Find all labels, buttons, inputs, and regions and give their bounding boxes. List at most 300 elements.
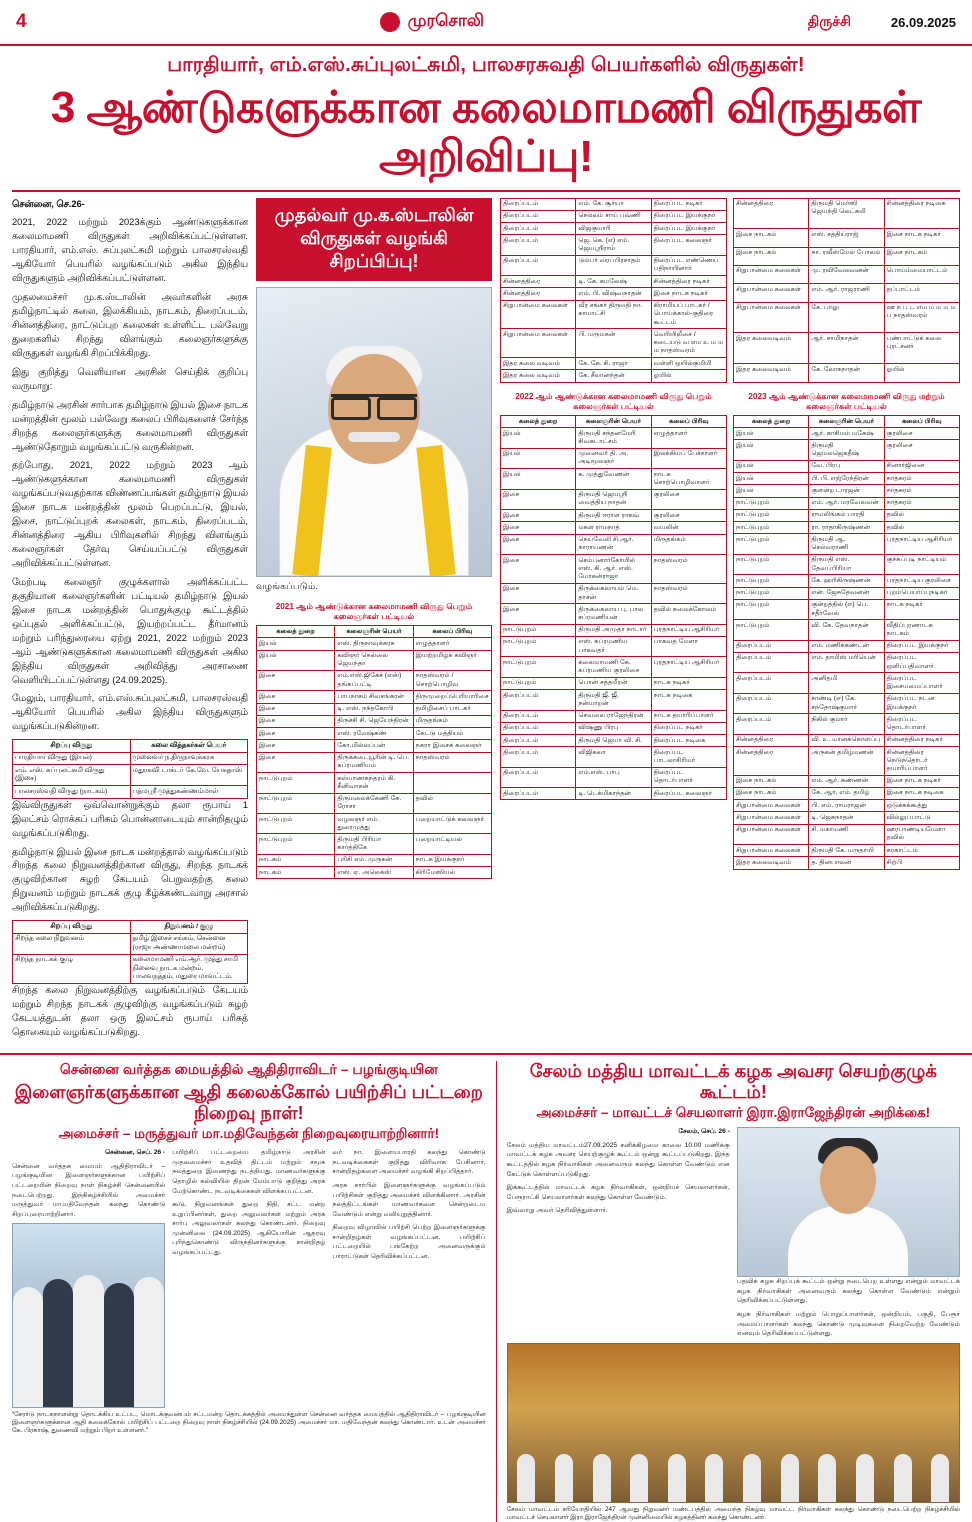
table-cell: சிற்பி	[884, 857, 959, 869]
table-row	[734, 857, 960, 869]
table-row	[734, 734, 960, 746]
table-cell: திருமதி ஜெயஸ்ரீ வைத்திய நாதன்	[576, 489, 651, 509]
table-cell: தமிழிசைப் பாடகர்	[413, 703, 491, 715]
table-cell: நாட்டுபுறம்	[501, 636, 576, 656]
br-dateline: சேலம், செப். 26 -	[678, 1128, 730, 1136]
table-row	[501, 510, 727, 522]
table-cell: ஆர். சாமிநாதன்	[809, 333, 884, 364]
story-paragraph: இது குறித்து வெளியான அரசின் செய்திக் குறிப்பு வருமாறு:	[12, 366, 248, 391]
table-cell: கே. ஹரிகிருஷ்ணன்	[809, 575, 884, 587]
table-cell: விஜகுமாரி	[576, 223, 651, 235]
table-cell: திரைப்படம்	[501, 767, 576, 787]
table-cell: திருச்சி சி. ஜெயேந்திரன்	[335, 715, 413, 727]
table-row	[13, 933, 248, 954]
table-cell: பாபநாசம் சிவசங்கரன்	[335, 691, 413, 703]
lead-headline: 3 ஆண்டுகளுக்கான கலைமாமணி விருதுகள் அறிவிப்பு!	[50, 83, 922, 182]
table-cell: நாடக இயக்குநர்	[413, 854, 491, 866]
table-cell: பி. மருமகன்	[576, 329, 651, 358]
publication-date: 26.09.2025	[890, 14, 956, 30]
table-cell: திரைப்படம்	[501, 735, 576, 747]
table-row	[734, 599, 960, 619]
table-cell: சிறந்த நாடகக் குழு	[13, 954, 131, 983]
table-cell: திரைப்படம்	[501, 198, 576, 210]
table-cell: திரைப்படம்	[734, 714, 809, 734]
table-row	[501, 469, 727, 489]
table-row	[501, 604, 727, 624]
col-header: கலைப் பிரிவு	[413, 626, 491, 638]
table-row	[501, 624, 727, 636]
table-row	[501, 788, 727, 800]
table-row	[257, 650, 492, 670]
br-paragraph: இவ்வாறு அவர் தெரிவித்துள்ளார்.	[506, 1207, 608, 1215]
table-cell: புரதநாட்டிய ஆசிரியர்	[651, 624, 726, 636]
table-cell: புரதநாட்டிய குரலிசை	[884, 575, 959, 587]
table-cell: செம்பனார்கோயில் எஸ். கி. ஆர். எஸ். மோகன்ராஜா	[576, 555, 651, 584]
table-cell: இசை	[257, 703, 335, 715]
table-cell: ஓயில்	[651, 370, 726, 382]
table-row	[734, 522, 960, 534]
table-cell: நாட்டுபுறம்	[257, 773, 335, 793]
table-row	[734, 198, 960, 229]
table-cell: நாட்டுபுறம்	[501, 624, 576, 636]
bl-sidecol: நிறைவு விழாவில் பயிற்சி பெற்ற இளைஞர்களுக்கு சான்றிதழ்கள் வழங்கப்பட்டன. பயிற்சிப் பட்டறையில் பங்கேற்ற அனைவருக்கும் பாராட்டுகள் தெரிவிக்கப்பட்டன.	[332, 1224, 486, 1260]
photo-caption: வழங்கப்படும்.	[256, 580, 318, 591]
table-row	[734, 673, 960, 693]
table-cell: சின்னத்திரை நடிகர்	[651, 276, 726, 288]
table-cell: சிறுபான்மை கலைகள்	[734, 302, 809, 333]
table-cell: சிறுபான்மை கலைகள்	[734, 845, 809, 857]
table-cell: சிறுபான்மை கலைகள்	[734, 284, 809, 302]
table-cell: கல்யாணசுந்தரம் கி. சீனிவாசன்	[335, 773, 413, 793]
table-cell: விஷ்ணு பிரபு	[576, 722, 651, 734]
table-cell: த. தினபாலன்	[809, 857, 884, 869]
table-cell: இதர கலை வடிவம்	[501, 370, 576, 382]
table-cell: திரைப்பட தொடர்பாளர்	[651, 767, 726, 787]
table-row	[734, 575, 960, 587]
table-row	[501, 255, 727, 275]
table-cell: இயல்	[501, 428, 576, 448]
table-cell: நாதசுரம்	[884, 473, 959, 485]
table-row	[734, 693, 960, 713]
table-cell: ஊரபாண்டியமேளா தவில்	[884, 824, 959, 844]
table-cell: நாட்டுபுறம்	[734, 534, 809, 554]
br-paragraph: இக்கூட்டத்தில் மாவட்டக் கழக நிர்வாகிகள், ஒன்றியச் செயலாளர்கள், பேரூராட்சி செயலாளர்கள் கலந்து கொள்ள வேண்டும்.	[506, 1184, 730, 1201]
table-cell: நாட்டுபுறம்	[734, 620, 809, 640]
table-row	[734, 333, 960, 364]
table-row	[257, 740, 492, 752]
table-cell: திருமதி ஜெயா வி. சி.	[576, 735, 651, 747]
table-row	[257, 670, 492, 690]
table-row	[501, 210, 727, 222]
table-cell: நாட்டுபுறம்	[734, 522, 809, 534]
table-cell: திரைப்பட இயக்குநர்	[651, 223, 726, 235]
table-cell: தவில்	[884, 509, 959, 521]
table-cell: வில்லுப்பாட்டு	[884, 812, 959, 824]
table-cell: திரைப்பட நடிகர்	[651, 198, 726, 210]
lead-kicker: பாரதியார், எம்.எஸ்.சுப்புலட்சுமி, பாலசரசுவதி பெயர்களில் விருதுகள்!	[167, 54, 805, 76]
table-cell: இசை	[257, 715, 335, 727]
table-cell: இசை நாடகம்	[734, 775, 809, 787]
table-cell: திரைப்பட கலைஞர்	[651, 788, 726, 800]
table-cell: எம். ஆர். ராஜராணி	[809, 284, 884, 302]
headline-rule	[12, 190, 960, 192]
table-row	[257, 691, 492, 703]
table-row	[257, 793, 492, 813]
table-row	[734, 554, 960, 574]
dateline: சென்னை, செ.26-	[12, 198, 85, 209]
table-cell: இசை நாடகம்	[734, 229, 809, 247]
table-cell: பாரதியார் விருது (இயல்)	[13, 752, 131, 764]
table-cell: திரைப்பட பாடலாசிரியர்	[651, 747, 726, 767]
table-cell: புரிசி எம். முருகன்	[335, 854, 413, 866]
table-cell: எழுத்தாளர்	[413, 638, 491, 650]
table-cell: நாதஸ்வரம்	[651, 555, 726, 584]
table-cell: வே. பிரபு	[809, 460, 884, 472]
table-cell: பொய்ம்மையாட்டம்	[884, 265, 959, 283]
table-row	[734, 229, 960, 247]
table-cell: அருகன் தமிழ்மணன்	[809, 747, 884, 776]
bl-paragraph: சென்னை வர்த்தக மையம் ஆதிதிராவிடர் – பழங்குடியின இளைஞர்களுக்கான பயிற்சிப் பட்டறையின் நிறைவு நாள் நிகழ்ச்சி சென்னையில் நடைபெற்றது. இந்நிகழ்ச்சியில் அமைச்சர் மருத்துவர் மா.மதிவேந்தன் கலந்து கொண்டு சிறப்புரையாற்றினார்.	[12, 1162, 166, 1218]
table-row	[734, 652, 960, 672]
table-cell: நாதசுரம்	[884, 497, 959, 509]
table-cell: நாட்டுபுறம்	[501, 677, 576, 689]
bl-columns	[12, 1148, 486, 1408]
table-cell: திருமதி ஜீ. ஜீ. நன்மாறன்	[576, 690, 651, 710]
table-cell: இசை நாடக நடிகர்	[651, 288, 726, 300]
table-row	[257, 773, 492, 793]
table-cell: ஆர். காசிமம் மகேஷ்	[809, 428, 884, 440]
table-cell: சாண்டி (எ) கே. சந்தோஷ்குமார்	[809, 693, 884, 713]
table-cell: திருமதி ஆ. செல்வராணி	[809, 534, 884, 554]
bl-kicker: சென்னை வர்த்தக மையத்தில் ஆதிதிராவிடர் – பழங்குடியின	[59, 1060, 438, 1077]
award-names-table	[12, 739, 248, 798]
table-row	[734, 247, 960, 265]
bottom-left-article	[12, 1061, 486, 1522]
br-columns	[507, 1127, 960, 1342]
table-cell: முனைவர் தி. அ. அடிமூலஞர்	[576, 448, 651, 468]
table-cell: சின்னத்திரை நடிகை	[884, 198, 959, 229]
col-header: கலைத் துறை	[257, 626, 335, 638]
table-row	[501, 276, 727, 288]
masthead-right	[808, 13, 956, 32]
table-cell: திரைப்படம்	[501, 690, 576, 710]
table-cell: திருமுறைப்பெரியாரிசை	[413, 691, 491, 703]
table-cell: வீர சங்கர் திருமதி நா. காமாட்சி	[576, 300, 651, 329]
murasoli-logo-icon	[380, 12, 400, 32]
tables-column	[500, 198, 960, 1045]
masthead-logo-area	[56, 11, 808, 33]
table-cell: சிறந்த கலை நிறுவனம்	[13, 933, 131, 954]
table-row	[734, 534, 960, 554]
table-cell: குரலிசை	[651, 510, 726, 522]
table-row	[734, 620, 960, 640]
table-cell: தவில்	[884, 522, 959, 534]
table-cell: சின்னத்திரை	[734, 747, 809, 776]
table-cell: திரைப்படம்	[734, 673, 809, 693]
table-cell: இயற்றமிழ்க் கவிஞர்	[413, 650, 491, 670]
edition-label: திருச்சி	[807, 12, 851, 29]
table-cell: அனிதமி	[809, 673, 884, 693]
table-cell: டி. எஸ். நந்தகோபி	[335, 703, 413, 715]
table-cell: வயலின்	[651, 522, 726, 534]
table-cell: இசை	[501, 604, 576, 624]
table-cell: மதுரகவி டாக்டர் கே.வே. யேசுதாஸ்	[130, 765, 248, 786]
br-sidecol: பதவிக் கழக சிறப்புக் கூட்டம் ஒன்று நடைபெற உள்ளது என்றும் மாவட்டக் கழக நிர்வாகிகள் அனைவரும் கலந்து கொள்ள வேண்டும் என்றும் தெரிவிக்கப்பட்டுள்ளது.	[736, 1278, 960, 1305]
table-cell: திரைப்பட எண்ணெய் பதிநாயினார்	[651, 255, 726, 275]
table-cell: சின்னத்திரை	[734, 198, 809, 229]
table-cell: பத்மஸ்ரீ முத்துகண்ணம்மாள்	[130, 786, 248, 798]
table-cell: இசை	[501, 583, 576, 603]
table-cell: எம். கே. சூர்யா	[576, 198, 651, 210]
table-cell: திரைப்பட நடன இயக்குநர்	[884, 693, 959, 713]
table-cell: எஸ். ரமேஷ்கண்	[335, 728, 413, 740]
table-cell: செல்லம் சாய் பவ்ணி	[576, 210, 651, 222]
table-cell: நாடகம்	[257, 867, 335, 879]
table-cell: வழலஞர் எம். துரைமுத்து	[335, 814, 413, 834]
table-cell: திரைப்படம்	[734, 652, 809, 672]
table-cell: பண்பாட்டுக் கலை புரட்சனர்	[884, 333, 959, 364]
table-cell: இசை	[501, 534, 576, 554]
table-cell: தவில்	[413, 793, 491, 813]
table-cell: நாட்டுபுறம்	[734, 497, 809, 509]
bottom-section	[0, 1053, 972, 1522]
table-cell: புரதநாட்டிய ஆசிரியர்	[651, 657, 726, 677]
table-cell: திருமலைக்கேணி கே. ரோசா	[335, 793, 413, 813]
table-cell: சின்னத்திரை	[734, 734, 809, 746]
table-row	[257, 814, 492, 834]
award-names-note: இவ்விருதுகள் ஒவ்வொன்றுக்கும் தலா ரூபாய் 1 இலட்சம் ரொக்கப் பரிசும் பொன்னாடையும் சான்றிதழும் வழங்கப்படுகிறது.	[12, 799, 248, 838]
table-cell: இதர கலைவடிவம்	[734, 333, 809, 364]
table-cell: கரகாட்டம்	[884, 845, 959, 857]
table-cell: நாடக நடிகை	[651, 690, 726, 710]
table-row	[734, 485, 960, 497]
table-row	[734, 747, 960, 776]
table-row	[501, 428, 727, 448]
table-row	[734, 440, 960, 460]
table-cell: எஸ். சுப்ரமணிய பாகவதர்	[576, 636, 651, 656]
table-row	[13, 954, 248, 983]
table-cell: இசை	[501, 489, 576, 509]
table-cell: இசை	[501, 555, 576, 584]
table-cell: சின்னத்திரை	[501, 276, 576, 288]
table-cell: திரைப்பட நடிகர்	[651, 722, 726, 734]
table-cell: திரைப்படம்	[501, 223, 576, 235]
table-cell: திரைப்படம்	[501, 747, 576, 767]
table-cell: இசை நாடக நடிகர்	[884, 775, 959, 787]
table-cell: எஸ். சத்திய்ராஜ்	[809, 229, 884, 247]
table-cell: இதர கலைவடிவம்	[734, 857, 809, 869]
table-cell: ராமலிங்கம் பாரதி	[809, 509, 884, 521]
br-subhead: அமைச்சர் – மாவட்டச் செயலாளர் இரா.இராஜேந்திரன் அறிக்கை!	[536, 1105, 931, 1121]
table-cell: செவலை ராஜேந்திரன்	[576, 710, 651, 722]
table-cell: திரைப்படம்	[501, 210, 576, 222]
table-2023	[733, 415, 960, 870]
table-top-left	[500, 198, 727, 383]
story-paragraph: தற்போது, 2021, 2022 மற்றும் 2023 ஆம் ஆண்டுகளுக்கான கலைமாமணி விருதுகள் வழங்கப்படுவதற்காக விண்ணப்பங்கள் தமிழ்நாடு இயல் இசை நாடக மன்றத்தின் மூலம் பெறப்பட்டு, இயல், இசை, நாட்டுப்புறக் கலைகள், நாடகம், திரைப்படம், சின்னத்திரை ஆகிய பிரிவுகளில் சிறந்து விளங்கும் கலைஞர்கள் தேர்வு செய்யப்பட்டு விருதுகள் அறிவிக்கப்பட்டுள்ளன.	[12, 460, 248, 569]
table-row	[734, 800, 960, 812]
table-cell: திரைப்படம்	[734, 693, 809, 713]
table-cell: மகள ராமநாத்	[576, 522, 651, 534]
table-cell: திருமதி எஸ். தேவப்பிரியா	[809, 554, 884, 574]
table-row	[501, 636, 727, 656]
table-cell: நா. ரவீஸ்மேல் போலம்	[809, 247, 884, 265]
table-cell: கே. ஆர். எம். தமிழ்	[809, 787, 884, 799]
table-cell: இயல்	[257, 638, 335, 650]
table-cell: திருக்கைலாயம் மெ. தாசன்	[576, 583, 651, 603]
table-row	[501, 657, 727, 677]
bl-photo	[12, 1223, 165, 1408]
table-2021	[256, 625, 492, 879]
table-2022	[500, 415, 727, 800]
table-cell: வி. கே. தேவநாதன்	[809, 620, 884, 640]
table-cell: வீதிப்புரணாடக நாடகம்	[884, 620, 959, 640]
table-row	[734, 640, 960, 652]
table-row	[734, 845, 960, 857]
table-cell: இசை நாடக நடிகர்	[884, 229, 959, 247]
table-cell: திருமதி மெர்ஸி ஜெயந்தி லெட்சுமி	[809, 198, 884, 229]
table-cell: குரலிசை	[651, 489, 726, 509]
story-paragraph: முதலமைச்சர் மு.க.ஸ்டாலின் அவர்களின் அரசு தமிழ்நாட்டில் கலை, இலக்கியம், நாடகம், திரைப்படம், சின்னத்திரை, நாட்டுப்புற கலைகள் உள்ளிட்ட பல்வேறு துறைகளில் சிறந்து விளங்கும் கலைஞர்களுக்கு விருதுகள் வழங்கி சிறப்பிக்கிறது.	[12, 292, 248, 358]
col-header: சிறப்பு விருது	[13, 740, 131, 752]
col-header: சிறப்பு விருது	[13, 921, 131, 933]
photo-column	[256, 198, 492, 1045]
table-cell: இதர கலைவடிவம்	[734, 364, 809, 382]
table-cell: குன்றத்தில் (எ) பெ. சதீர்வேல்	[809, 599, 884, 619]
col-header: கலைத் துறை	[501, 416, 576, 428]
bl-paragraph: பயிற்சிப் பட்டறையை தமிழ்நாடு அரசின் முதலமைச்சர் உதவித் திட்டம் மற்றும் சமூக நலத்துறை இணைந்து நடத்தியது. மாணவர்களுக்கு தொழில் கல்வியில் திறன் மேம்பாடு குறித்து அரசு மேற்கொண்ட நடவடிக்கைகள் விளக்கப்பட்டன.	[172, 1149, 326, 1195]
table-cell: சிறுபான்மை கலைகள்	[734, 800, 809, 812]
table-row	[257, 867, 492, 879]
table-row	[734, 265, 960, 283]
story-paragraph: தமிழ்நாடு அரசின் சார்பாக தமிழ்நாடு இயல் இசை நாடக மன்றத்தின் மூலம் பல்வேறு கலைப் பிரிவுகளைச் சேர்ந்த சிறந்த கலைஞர்களுக்கு கலைமாமணி விருதுகள் ஆண்டுதோறும் வழங்கப்பட்டு வருகின்றன.	[12, 399, 248, 452]
table-cell: திரைப்பட தொடர்பாளர்	[884, 714, 959, 734]
table-row	[734, 587, 960, 599]
table-cell: திரைப்படம்	[501, 235, 576, 255]
page-number: 4	[16, 11, 27, 32]
story-paragraph: 2021, 2022 மற்றும் 2023க்கும் ஆண்டுகளுக்கான கலைமாமணி விருதுகள் அறிவிக்கப்பட்டுள்ளன. பாரதியார், எம்.எஸ். சுப்புலட்சுமி மற்றும் பாலசரஸ்வதி ஆகியோர் பெயரில் வழங்கப்படும் அகில இந்திய விருதுகளும் அறிவிக்கப்பட்டுள்ளன.	[12, 217, 248, 284]
bl-paragraph: வர் நா. இளையபாரதி கலந்து கொண்டு நடவடிக்கைகள் குறித்து விரிவாக பேசினார். சான்றிதழ்களை அமைச்சர் வழங்கி சிறப்பித்தார்.	[332, 1149, 486, 1176]
table-cell: ஜெ. கெ. (எ) எம். ஜெயஸ்ரீராம்	[576, 235, 651, 255]
table-row	[734, 775, 960, 787]
table-cell: இயல்	[734, 428, 809, 440]
table-cell: திருக்கைலாய பு. பால சப்ரமணியன்	[576, 604, 651, 624]
table-cell: தமிழ் இசைச் சங்கம், சென்னை (ராஜா அண்ணாமலை மன்றம்)	[130, 933, 248, 954]
table-row	[257, 638, 492, 650]
main-content	[0, 198, 972, 1045]
table-cell: குச்சுப்புடி நாட்டியம்	[884, 554, 959, 574]
table-cell: பறையாட்டியல்	[413, 834, 491, 854]
table-row	[501, 690, 727, 710]
table-cell: இயல்	[734, 485, 809, 497]
table-cell: எம். ஆர். கண்ணன்	[809, 775, 884, 787]
table-2022-body	[501, 428, 727, 800]
table-2021-body	[257, 638, 492, 879]
table-cell: இசை	[501, 510, 576, 522]
cm-banner: முதல்வர் மு.க.ஸ்டாலின் விருதுகள் வழங்கி சிறப்பிப்பு!	[256, 198, 492, 281]
table-2023-body	[734, 428, 960, 869]
table-cell: புரதநாட்டிய ஆசிரியர்	[884, 534, 959, 554]
table-cell: திரைப்பட ஒளிப்பதிவாளர்	[884, 652, 959, 672]
table-cell: குரலிசை	[884, 440, 959, 460]
br-photo-caption: சேலம் மாவட்டம் சரியோதியில் 247 ஆவது நிறுவனர் மண்டபத்தில் அமைந்த நிகழ்வு மாவட்ட நிர்வாகிகள் கலந்து கொண்டு நடைபெற்ற நிகழ்ச்சியில் மாவட்டச் செயலாளர் இரா.இராஜேந்திரன் முன்னிலையில் கழகத்தினர் கலந்து கொண்டனர்.	[506, 1505, 960, 1521]
table-row	[734, 824, 960, 844]
table-cell: நாட்டுபுறம்	[257, 814, 335, 834]
table-row	[501, 722, 727, 734]
table-cell: கலைமாமணி கே. சுப்ரமணிய குரலிசை	[576, 657, 651, 677]
table-row	[734, 428, 960, 440]
table-cell: மிருதங்கம்	[651, 534, 726, 554]
table-cell: எம். மணிக்கண்டன்	[809, 640, 884, 652]
table-cell: நாதஸ்வரம்	[413, 752, 491, 772]
table-cell: மு. ரவிவேலவனன்	[809, 265, 884, 283]
table-row	[501, 583, 727, 603]
table-row	[501, 448, 727, 468]
table-row	[257, 715, 492, 727]
table-cell: எம். பி. விஷ்வநாதன்	[576, 288, 651, 300]
table-cell: இசை நாடக நடிகை	[884, 787, 959, 799]
table-cell: வெரியிலீசை / கடையடு வ எம உ ம ம ம நாதஸ்வரம்	[651, 329, 726, 358]
table-cell: கேட்டு மத்தியம்	[413, 728, 491, 740]
table-row	[734, 509, 960, 521]
table-cell: வி. உ. மானக்கொளப்பு	[809, 734, 884, 746]
col-header: கலைப் பிரிவு	[651, 416, 726, 428]
table-row	[734, 473, 960, 485]
table-row	[501, 235, 727, 255]
table-cell: கலைமாமணி எம்.ஆர். முத்து சாமி நினைவு நாடக மன்றம், பாலவநத்தம், மதுரை மாவட்டம்.	[130, 954, 248, 983]
bl-subhead: அமைச்சர் – மருத்துவர் மா.மதிவேந்தன் நிறைவுரையாற்றினார்!	[58, 1126, 440, 1142]
table-cell: விஜிகலா	[576, 747, 651, 767]
table-cell: நாதஸ்வரம்	[651, 583, 726, 603]
col-header: கலைஞரின் பெயர்	[809, 416, 884, 428]
bl-sidecol: அரசு சார்பில் இளைஞர்களுக்கு வழங்கப்படும் பயிற்சிகள் குறித்து அமைச்சர் விளக்கினார். அரசின் நலத்திட்டங்கள் மாணவர்களை சென்றடைய வேண்டும் என்று வலியுறுத்தினார்.	[332, 1181, 486, 1218]
bottom-right-article	[496, 1061, 960, 1522]
table-cell: திருமதி சந்தனமேரி சிவகடாட்சம்	[576, 428, 651, 448]
table-cell: டி. ஜெகநாதன்	[809, 812, 884, 824]
table-row	[501, 555, 727, 584]
table-row	[501, 735, 727, 747]
table-row	[257, 752, 492, 772]
table-cell: கிரிமேஸியல்	[413, 867, 491, 879]
table-cell: இயல்	[257, 650, 335, 670]
table-cell: கே. கே. சி. ராஜா	[576, 358, 651, 370]
table-cell: திருமதி பிரியா கார்த்திகே	[335, 834, 413, 854]
col-header: கலைஞரின் பெயர்	[576, 416, 651, 428]
col-header: கலைஞரின் பெயர்	[335, 626, 413, 638]
table-cell: எம். ஆர். மரவேலவன்	[809, 497, 884, 509]
story-paragraph: மேற்படி கலைஞர் குழுக்களால் அளிக்கப்பட்ட தகுதியான கலைஞர்களின் பட்டியல் தமிழ்நாடு இயல் இசை நாடக மன்றத்தின் பொதுக்குழு கூட்டத்தில் ஒப்புதல் அளிக்கப்பட்டு, இயற்றப்பட்ட தீர்மானம் மற்றும் பரிந்துரையை ஏற்று 2021, 2022 மற்றும் 2023 ஆம் ஆண்டுகளுக்கான கலைமாமணி விருதுகள் அகில இந்திய விருதுகள் அறிவித்து அரசாணை வெளியிடப்பட்டுள்ளது (24.09.2025).	[12, 576, 248, 685]
table-cell: எழுத்தாளர்	[651, 428, 726, 448]
table-cell: இசை நாடகம்	[734, 247, 809, 265]
table-row	[734, 302, 960, 333]
table-row	[501, 358, 727, 370]
table-cell: ஓயில்	[884, 364, 959, 382]
table-cell: இசை	[257, 691, 335, 703]
table-cell: கோ.மில்லப்பன்	[335, 740, 413, 752]
table-row	[734, 460, 960, 472]
table-cell: நிகில் குமார்	[809, 714, 884, 734]
col-header: கலை வித்தகர்கள் பெயர்	[130, 740, 248, 752]
table-cell: நாடக சொற்பொழிவாளர்	[651, 469, 726, 489]
table-cell: திரைப்பட இசையமைப்பாளர்	[884, 673, 959, 693]
table-cell: நாதஸ்வரம் / சொற்பொழிவு	[413, 670, 491, 690]
table-cell: பி. எம். ராமராஜன்	[809, 800, 884, 812]
table-cell: நாடக நடிகர்	[651, 677, 726, 689]
table-cell: இயல்	[501, 469, 576, 489]
table-cell: பாலசரஸ்வதி விருது (நாடகம்)	[13, 786, 131, 798]
table-cell: தவில் கலைக்கோலம்	[651, 604, 726, 624]
table-cell: என். ஜேசுதேவனன்	[809, 587, 884, 599]
table-cell: குளன்ற டாரஜன்	[809, 485, 884, 497]
